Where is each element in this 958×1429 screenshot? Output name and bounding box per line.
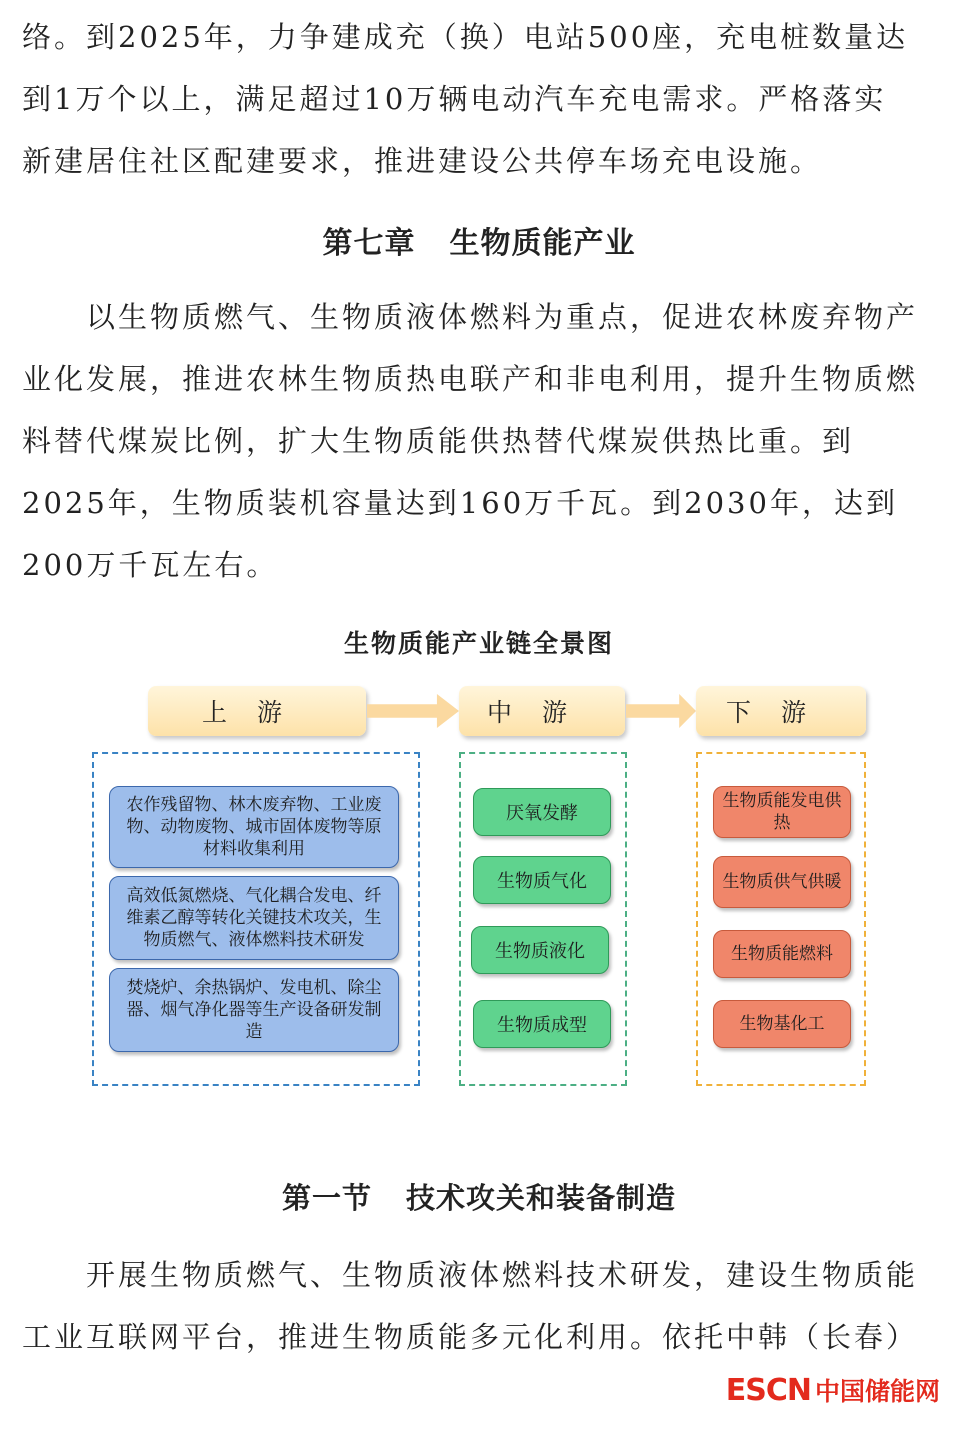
text-line: 2025年，生物质装机容量达到160万千瓦。到2030年，达到 (22, 486, 898, 520)
upstream-item-conversion-tech: 高效低氮燃烧、气化耦合发电、纤维素乙醇等转化关键技术攻关，生物质燃气、液体燃料技术研发 (109, 876, 399, 960)
downstream-item-biochemical: 生物基化工 (713, 1000, 851, 1048)
text-line: 200万千瓦左右。 (22, 548, 279, 582)
stage-upstream: 上游 (148, 686, 366, 736)
text-line: 到1万个以上，满足超过10万辆电动汽车充电需求。严格落实 (22, 82, 887, 116)
text-line: 新建居住社区配建要求，推进建设公共停车场充电设施。 (22, 144, 823, 178)
arrow-right-icon (626, 694, 696, 728)
midstream-item-liquefaction: 生物质液化 (471, 926, 609, 974)
downstream-item-fuel: 生物质能燃料 (713, 930, 851, 978)
upstream-item-raw-materials: 农作残留物、林木废弃物、工业废物、动物废物、城市固体废物等原材料收集利用 (109, 786, 399, 868)
text-line: 工业互联网平台，推进生物质能多元化利用。依托中韩（长春） (22, 1320, 919, 1354)
arrow-right-icon (367, 694, 459, 728)
watermark-en: ESCN (725, 1373, 811, 1408)
downstream-item-power-heat: 生物质能发电供热 (713, 786, 851, 838)
stage-midstream: 中游 (459, 686, 625, 736)
upstream-item-equipment: 焚烧炉、余热锅炉、发电机、除尘器、烟气净化器等生产设备研发制造 (109, 968, 399, 1052)
text-line: 络。到2025年，力争建成充（换）电站500座，充电桩数量达 (22, 20, 909, 54)
chapter-title: 生物质能产业 (449, 226, 636, 261)
text-line: 业化发展，推进农林生物质热电联产和非电利用，提升生物质燃 (22, 362, 919, 396)
stage-downstream: 下游 (696, 686, 866, 736)
paragraph-3 (22, 1244, 934, 1368)
chapter-number: 第七章 (322, 226, 416, 261)
section-heading (0, 1176, 958, 1217)
paragraph-1 (22, 6, 934, 192)
paragraph-2 (22, 286, 934, 596)
text-line: 开展生物质燃气、生物质液体燃料技术研发，建设生物质能 (86, 1258, 919, 1292)
escn-watermark-logo (726, 1372, 940, 1408)
text-line: 料替代煤炭比例，扩大生物质能供热替代煤炭供热比重。到 (22, 424, 855, 458)
section-number: 第一节 (281, 1181, 372, 1215)
midstream-item-forming: 生物质成型 (473, 1000, 611, 1048)
text-line: 以生物质燃气、生物质液体燃料为重点，促进农林废弃物产 (86, 300, 919, 334)
midstream-item-anaerobic: 厌氧发酵 (473, 788, 611, 836)
chapter-heading (0, 218, 958, 262)
diagram-title: 生物质能产业链全景图 (343, 629, 614, 658)
midstream-item-gasification: 生物质气化 (473, 856, 611, 904)
watermark-cn: 中国储能网 (814, 1377, 940, 1406)
downstream-item-gas-heating: 生物质供气供暖 (713, 856, 851, 908)
section-title: 技术攻关和装备制造 (406, 1181, 677, 1215)
